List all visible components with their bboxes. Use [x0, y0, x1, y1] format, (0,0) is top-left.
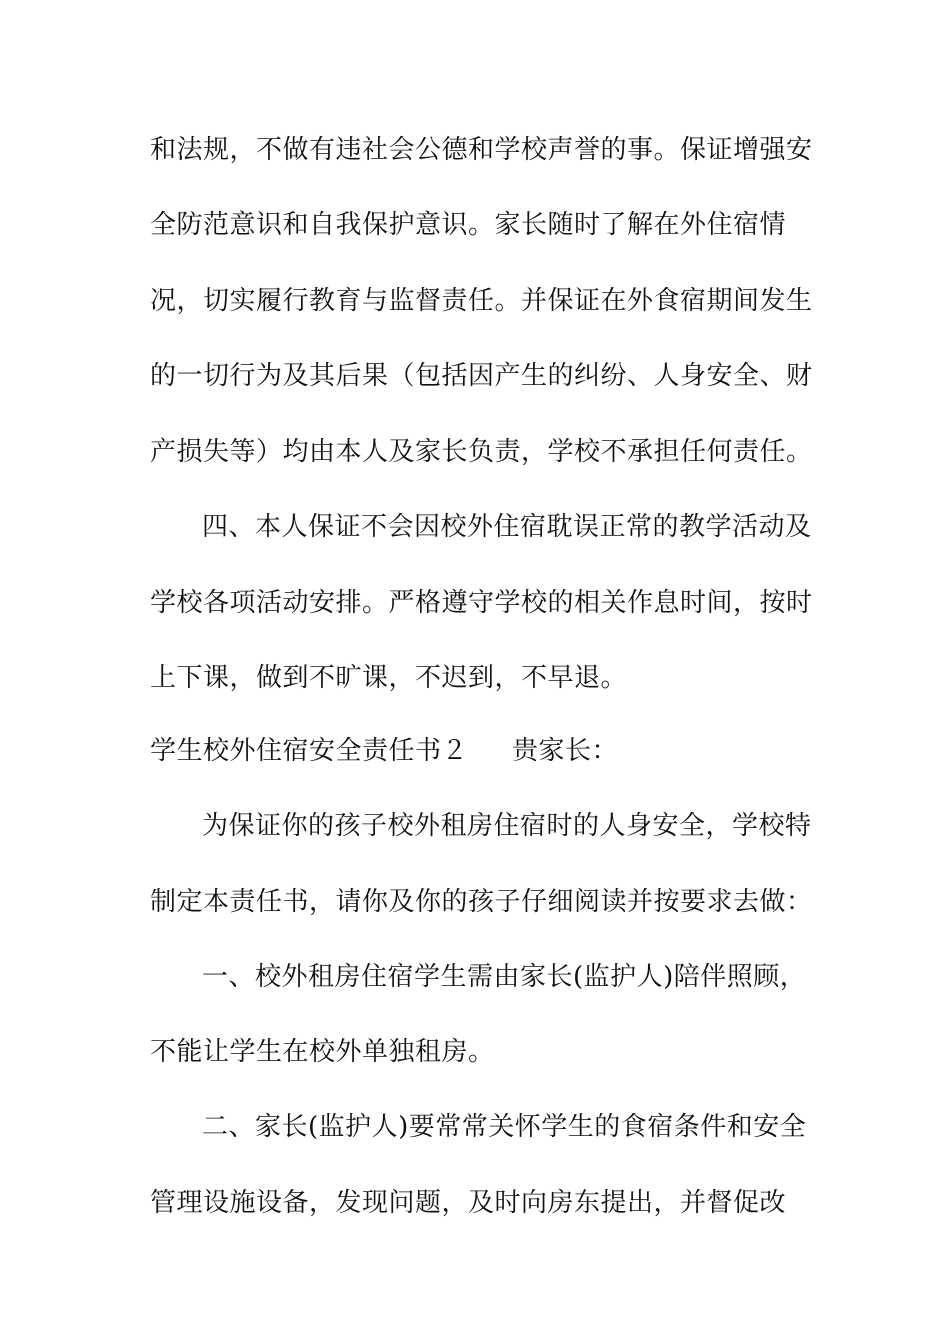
- paragraph-line: 制定本责任书，请你及你的孩子仔细阅读并按要求去做：: [150, 887, 813, 917]
- paragraph-line: 不能让学生在校外单独租房。: [150, 1037, 495, 1067]
- paragraph-line: 四、本人保证不会因校外住宿耽误正常的教学活动及: [202, 512, 812, 542]
- paragraph-line: 的一切行为及其后果（包括因产生的纠纷、人身安全、财: [150, 361, 813, 391]
- paragraph-line: 学校各项活动安排。严格遵守学校的相关作息时间，按时: [150, 588, 813, 618]
- section-title: 学生校外住宿安全责任书２: [150, 736, 469, 766]
- salutation: 贵家长：: [512, 736, 619, 766]
- paragraph-line: 产损失等）均由本人及家长负责，学校不承担任何责任。: [150, 437, 813, 467]
- paragraph-line: 和法规，不做有违社会公德和学校声誉的事。保证增强安: [150, 135, 813, 165]
- paragraph-line: 为保证你的孩子校外租房住宿时的人身安全，学校特: [202, 811, 812, 841]
- paragraph-line: 况，切实履行教育与监督责任。并保证在外食宿期间发生: [150, 286, 813, 316]
- paragraph-line: 全防范意识和自我保护意识。家长随时了解在外住宿情: [150, 210, 787, 240]
- paragraph-line: 二、家长(监护人)要常常关怀学生的食宿条件和安全: [202, 1112, 807, 1142]
- paragraph-line: 管理设施设备，发现问题，及时向房东提出，并督促改: [150, 1188, 787, 1218]
- paragraph-line: 一、校外租房住宿学生需由家长(监护人)陪伴照顾，: [202, 962, 807, 992]
- section-heading-line: [150, 733, 810, 769]
- paragraph-line: 上下课，做到不旷课，不迟到，不早退。: [150, 663, 628, 693]
